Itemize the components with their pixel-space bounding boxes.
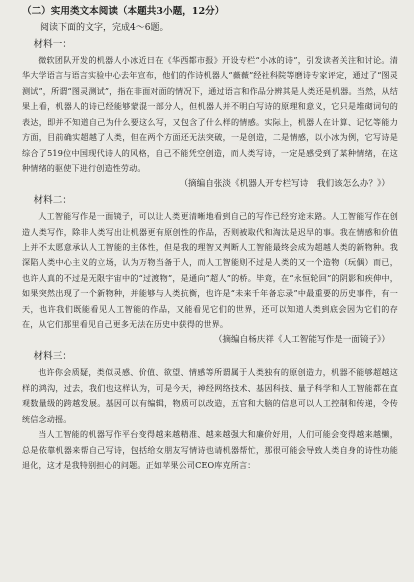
section-title: （二）实用类文本阅读（本题共3小题，12分） [22, 6, 225, 17]
material-2-title: 材料二： [33, 195, 72, 207]
material-2-source: （摘编自杨庆祥《人工智能写作是一面镜子》） [213, 334, 390, 345]
material-1-source: （摘编自张淡《机器人开专栏写诗 我们该怎么办？》） [179, 178, 390, 189]
material-1-text: 微软团队开发的机器人小冰近日在《华西都市报》开设专栏“小冰的诗”，引发读者关注和讨论。清华大学语言与语言实验中心去年宣布，他们的作诗机器人“薇薇”经社科院等磨诗专家评定，通过了“图灵测试”，所谓“图灵测试”，指在非面对面的情况下，通过语言和作品分辨其是人类还是机器。当然，从结果上看，机器人的诗已经能够蒙混一部分人，但机器人并不明白写诗的原理和意义，它只是堆砌词句的表达，即并不知道自己为什么要这么写，又包含了什么样的情感。实际上，机器人在计算、记忆等能力方面，目前确实超越了人类，但在两个方面还无法突破，一是创造，二是情感，以小冰为例，它写诗是综合了519位中国现代诗人的风格，自己不能凭空创造，而人类写诗，一定是感受到了某种情绪，在这种情绪的驱使下进行创造性劳动。 [22, 55, 398, 174]
instruction: 阅读下面的文字，完成4～6题。 [40, 23, 169, 33]
material-3-text-2: 当人工智能的机器写作平台变得越来越精准、越来越强大和廉价好用，人们可能会变得越来越懒，总是依靠机器来帮自己写诗，包括给女朋友写情诗也请机器帮忙，那很可能会导致人类自身的诗性功能退化，这才是我特别担心的问题。正如苹果公司CEO库克所言： [22, 429, 398, 470]
material-1-title: 材料一： [33, 39, 72, 50]
material-3-title: 材料三： [33, 351, 72, 363]
material-2-text: 人工智能写作是一面镜子，可以让人类更清晰地看到自己的写作已经穷途末路。人工智能写作在创造人类写作，除非人类写出让机器更有原创性的作品，否则被取代和淘汰是迟早的事。我在情感和价值上并不太愿意承认人工智能的主体性，但是我的理智又判断人工智能最终会成为超越人类的新物种。我深陷人类中心主义的立场，认为万物当备于人，而人工智能则不过是人类的又一个造物（玩偶）而已，也许人真的不过是无限宇宙中的“过渡物”，是通向“超人”的桥。毕竟，在“永恒轮回”的阴影和疾伸中，如果突然出现了一个新物种，并能够与人类抗衡，也许是“未来千年备忘录”中最重要的历史事件，有一天，也许我们既能看见人工智能的作品，又能看见它们的世界，还可以知道人类到底会因为它们的存在，从它们那里看见自己更多无法在历史中获得的世界。 [22, 211, 398, 330]
material-3-text: 也许你会质疑，类似灵感、价值、欲望、情感等所谓属于人类独有的原创造力，机器不能够超越这样的鸿沟，过去，我们也这样认为，可是今天，神经网络技术、基因科技、量子科学和人工智能都在直观数量级的跨越发展。基因可以有编辑，物质可以改造，五官和大脑的信息可以人工控制和传递，令传统信念动摇。 [22, 367, 398, 424]
